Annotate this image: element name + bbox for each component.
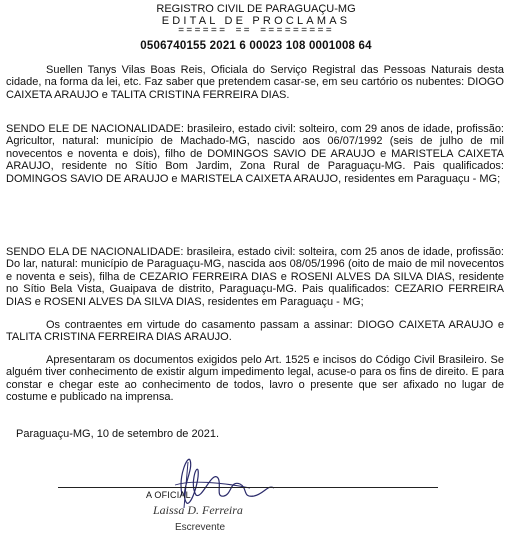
title-underline: ====== == =========: [178, 26, 334, 37]
official-name: Laissa D. Ferreira: [153, 503, 243, 517]
bride-paragraph: SENDO ELA DE NACIONALIDADE: brasileira, estado civil: solteira, com 25 anos de idade, profissão: Do lar, natural: município de Paraguaçu-MG, nascida aos 08/05/1996 (oito de maio de mil novecentos e noventa e seis), filha de CEZARIO FERREIRA DIAS e ROSENI ALVES DA SILVA DIAS, residente no Sítio Bela Vista, Guaipava de distrito, Paraguaçu-MG. Pais qualificados: CEZARIO FERREIRA DIAS e ROSENI ALVES DA SILVA DIAS, residentes em Paraguaçu - MG;: [6, 246, 504, 308]
registry-name: REGISTRO CIVIL DE PARAGUAÇU-MG: [156, 3, 356, 15]
document-title: EDITAL DE PROCLAMAS: [161, 15, 351, 27]
groom-paragraph: SENDO ELE DE NACIONALIDADE: brasileiro, estado civil: solteiro, com 29 anos de idade, profissão: Agricultor, natural: município de Machado-MG, nascido aos 06/07/1992 (seis de julho de mil novecentos e noventa e dois), filho de DOMINGOS SAVIO DE ARAUJO e MARISTELA CAIXETA ARAUJO, residente no Sítio Bom Jardim, Zona Rural de Paraguaçu-MG. Pais qualificados: DOMINGOS SAVIO DE ARAUJO e MARISTELA CAIXETA ARAUJO, residentes em Paraguaçu - MG;: [6, 123, 504, 185]
document-number: 0506740155 2021 6 00023 108 0001008 64: [140, 40, 372, 52]
place-date: Paraguaçu-MG, 10 de setembro de 2021.: [16, 428, 220, 440]
documents-paragraph: Apresentaram os documentos exigidos pelo Art. 1525 e incisos do Código Civil Brasileiro. Se alguém tiver conhecimento de existir algum impedimento legal, acuse-o para os fins de direito. E para constar e chegar este ao conhecimento de todos, lavro o presente que ser afixado no lugar de costume e publicado na imprensa.: [6, 354, 504, 404]
official-label: A OFICIAL: [146, 490, 191, 500]
official-title: Escrevente: [175, 522, 226, 533]
signature-line: [58, 487, 438, 488]
intro-paragraph: Suellen Tanys Vilas Boas Reis, Oficiala do Serviço Registral das Pessoas Naturais desta cidade, na forma da lei, etc. Faz saber que pretendem casar-se, em seu cartório os nubentes: DIOGO CAIXETA ARAUJO e TALITA CRISTINA FERREIRA DIAS.: [6, 64, 504, 101]
names-paragraph: Os contraentes em virtude do casamento passam a assinar: DIOGO CAIXETA ARAUJO e TALITA CRISTINA FERREIRA DIAS ARAUJO.: [6, 319, 504, 344]
